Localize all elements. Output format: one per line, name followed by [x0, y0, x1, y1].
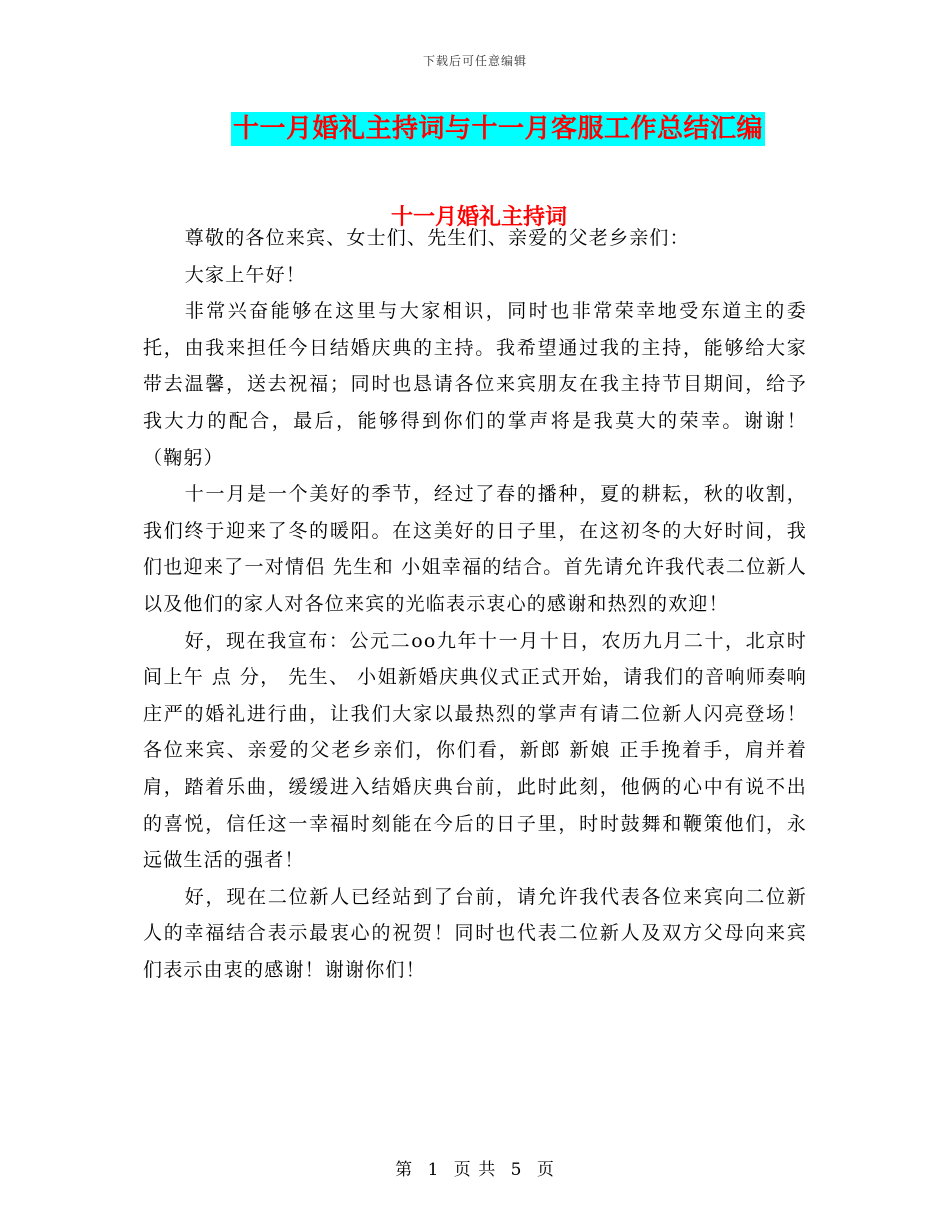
- page-footer: [0, 1155, 950, 1180]
- paragraph-greeting: 大家上午好！: [184, 263, 306, 286]
- header-note: 下载后可任意编辑: [422, 54, 527, 68]
- paragraph-opening: 非常兴奋能够在这里与大家相识，同时也非常荣幸地受东道主的委托，由我来担任今日结婚庆典的主持。我希望通过我的主持，能够给大家带去温馨，送去祝福；同时也恳请各位来宾朋友在我主持节目期间，给予我大力的配合，最后，能够得到你们的掌声将是我莫大的荣幸。谢谢！（鞠躬）: [143, 300, 807, 469]
- footer-mid: 页 共: [453, 1160, 497, 1180]
- section-title: 十一月婚礼主持词: [390, 204, 567, 230]
- footer-suffix: 页: [536, 1160, 555, 1180]
- footer-page-number: 1: [427, 1160, 440, 1180]
- document-title-container: [0, 112, 950, 146]
- footer-prefix: 第: [395, 1160, 414, 1180]
- paragraph-thanks: 好，现在二位新人已经站到了台前，请允许我代表各位来宾向二位新人的幸福结合表示最衷心的祝贺！同时也代表二位新人及双方父母向来宾们表示由衷的感谢！谢谢你们！: [143, 885, 807, 981]
- paragraph-salutation: 尊敬的各位来宾、女士们、先生们、亲爱的父老乡亲们：: [184, 227, 690, 249]
- body-text: [143, 220, 807, 988]
- paragraph-season: 十一月是一个美好的季节，经过了春的播种，夏的耕耘，秋的收割，我们终于迎来了冬的暖阳。在这美好的日子里，在这初冬的大好时间，我们也迎来了一对情侣 先生和 小姐幸福的结合。首先请允许我代表二位新人以及他们的家人对各位来宾的光临表示衷心的感谢和热烈的欢迎！: [143, 483, 807, 615]
- document-title: 十一月婚礼主持词与十一月客服工作总结汇编: [232, 114, 763, 144]
- paragraph-announcement: 好，现在我宣布：公元二oo九年十一月十日，农历九月二十，北京时间上午 点 分， 先生、 小姐新婚庆典仪式正式开始，请我们的音响师奏响庄严的婚礼进行曲，让我们大家以最热烈的掌声有请二位新人闪亮登场！各位来宾、亲爱的父老乡亲们，你们看，新郎 新娘 正手挽着手，肩并着肩，踏着乐曲，缓缓进入结婚庆典台前，此时此刻，他俩的心中有说不出的喜悦，信任这一幸福时刻能在今后的日子里，时时鼓舞和鞭策他们，永远做生活的强者！: [143, 629, 807, 872]
- footer-page-total: 5: [510, 1160, 523, 1180]
